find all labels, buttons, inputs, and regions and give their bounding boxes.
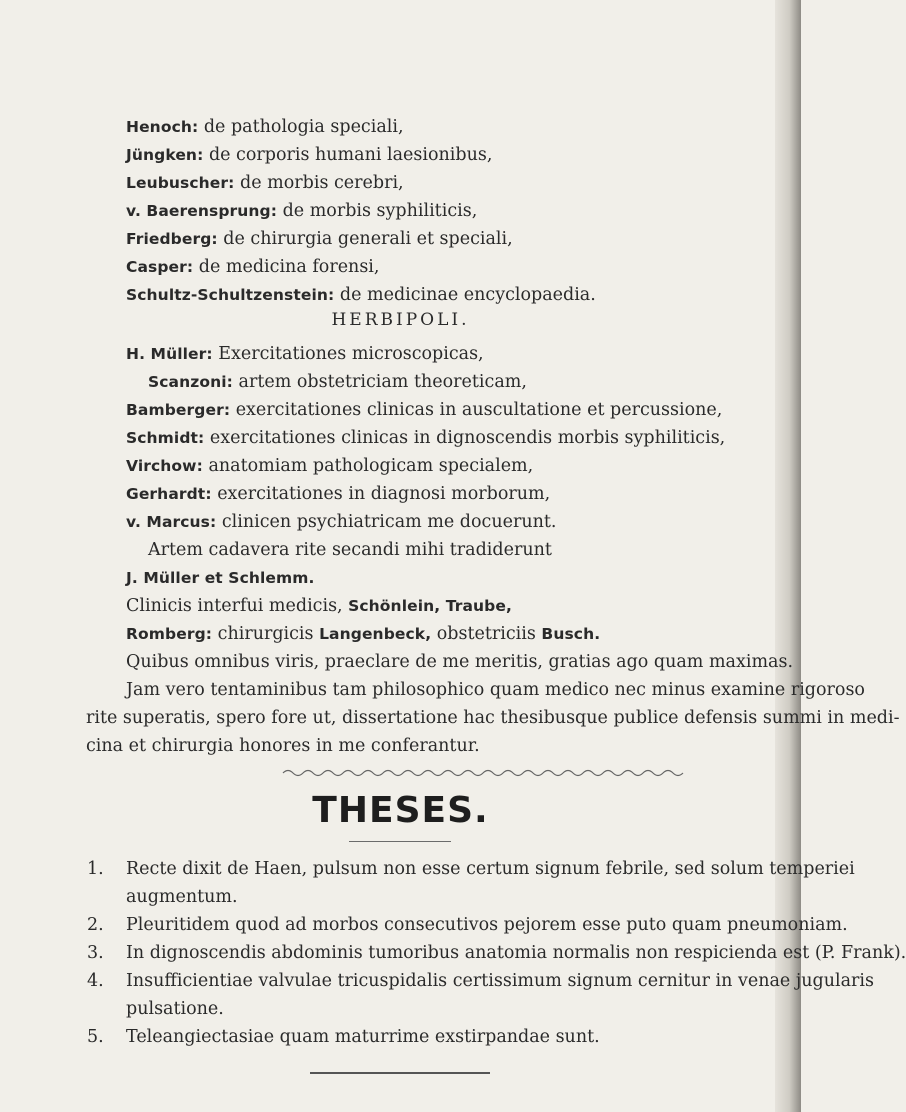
acknowledgement-line: Bamberger: exercitationes clinicas in auscultatione et percussione, bbox=[126, 400, 723, 420]
closing-line: rite superatis, spero fore ut, dissertatione hac thesibusque publice defensis summi in medi- bbox=[86, 708, 900, 728]
acknowledgement-line: Casper: de medicina forensi, bbox=[126, 257, 380, 277]
cadavera-line: Artem cadavera rite secandi mihi tradiderunt bbox=[148, 540, 552, 560]
acknowledgement-line: Friedberg: de chirurgia generali et speciali, bbox=[126, 229, 513, 249]
acknowledgement-line: Schultz-Schultzenstein: de medicinae encyclopaedia. bbox=[126, 285, 596, 305]
acknowledgement-line: Henoch: de pathologia speciali, bbox=[126, 117, 404, 137]
romberg-line: Romberg: chirurgicis Langenbeck, obstetriciis Busch. bbox=[126, 624, 601, 644]
acknowledgement-line: Schmidt: exercitationes clinicas in dignoscendis morbis syphiliticis, bbox=[126, 428, 726, 448]
document-page: Henoch: de pathologia speciali, Jüngken: de corporis humani laesionibus, Leubuscher: de morbis cerebri, v. Baerensprung: de morbis syphiliticis, Friedberg: de chirurgia generali et speciali, Casper: de medicina forensi, Schultz-Schultzenstein: de medicinae encyclopaedia. HERBIPOLI. H. Müller: Exercitationes microscopicas, Scanzoni: artem obstetriciam theoreticam, Bamberger: exercitationes clinicas in auscultatione et percussione, Schmidt: exercitationes clinicas in dignoscendis morbis syphiliticis, Virchow: anatomiam pathologicam specialem, Gerhardt: exercitationes in diagnosi morborum, v. Marcus: clinicen psychiatricam me docuerunt. Artem cadavera rite secandi mihi tradiderunt J. Müller et Schlemm. Clinicis interfui medicis, Schönlein, Traube, Romberg: chirurgicis Langenbeck, obstetriciis Busch. Quibus omnibus viris, praeclare de me meritis, gratias ago quam maximas. Jam vero tentaminibus tam philosophico quam medico nec minus examine rigoroso rite superatis, spero fore ut, dissertatione hac thesibusque publice defensis summi in medi- cina et chirurgia honores in me conferantur. THESES. 1. Recte dixit de Haen, pulsum non esse certum signum febrile, sed solum temperiei augmentum. 2. Pleuritidem quod ad morbos consecutivos pejorem esse puto quam pneumoniam. 3. In dignoscendis abdominis tumoribus anatomia normalis non respicienda est (P. Frank). 4. Insufficientiae valvulae tricuspidalis certissimum signum cernitur in venae jugularis pulsatione. 5. Teleangiectasiae quam maturrime exstirpandae sunt. bbox=[0, 0, 801, 1112]
closing-line: Jam vero tentaminibus tam philosophico quam medico nec minus examine rigoroso bbox=[126, 680, 865, 700]
acknowledgement-line: Virchow: anatomiam pathologicam specialem, bbox=[126, 456, 534, 476]
herbipoli-heading: HERBIPOLI. bbox=[331, 310, 470, 330]
clinicis-line: Clinicis interfui medicis, Schönlein, Traube, bbox=[126, 596, 512, 616]
acknowledgement-line: v. Baerensprung: de morbis syphiliticis, bbox=[126, 201, 478, 221]
theses-title: THESES. bbox=[312, 790, 489, 831]
title-rule bbox=[349, 841, 451, 842]
acknowledgement-line: Jüngken: de corporis humani laesionibus, bbox=[126, 145, 493, 165]
acknowledgement-line: Scanzoni: artem obstetriciam theoreticam, bbox=[148, 372, 527, 392]
acknowledgement-line: v. Marcus: clinicen psychiatricam me docuerunt. bbox=[126, 512, 557, 532]
closing-line: Quibus omnibus viris, praeclare de me meritis, gratias ago quam maximas. bbox=[126, 652, 794, 672]
acknowledgement-line: Leubuscher: de morbis cerebri, bbox=[126, 173, 404, 193]
cadavera-names: J. Müller et Schlemm. bbox=[126, 569, 315, 587]
wavy-ornament bbox=[283, 768, 683, 778]
acknowledgement-line: H. Müller: Exercitationes microscopicas, bbox=[126, 344, 484, 364]
bottom-rule bbox=[310, 1072, 490, 1074]
acknowledgement-line: Gerhardt: exercitationes in diagnosi morborum, bbox=[126, 484, 551, 504]
closing-line: cina et chirurgia honores in me conferantur. bbox=[86, 736, 480, 756]
